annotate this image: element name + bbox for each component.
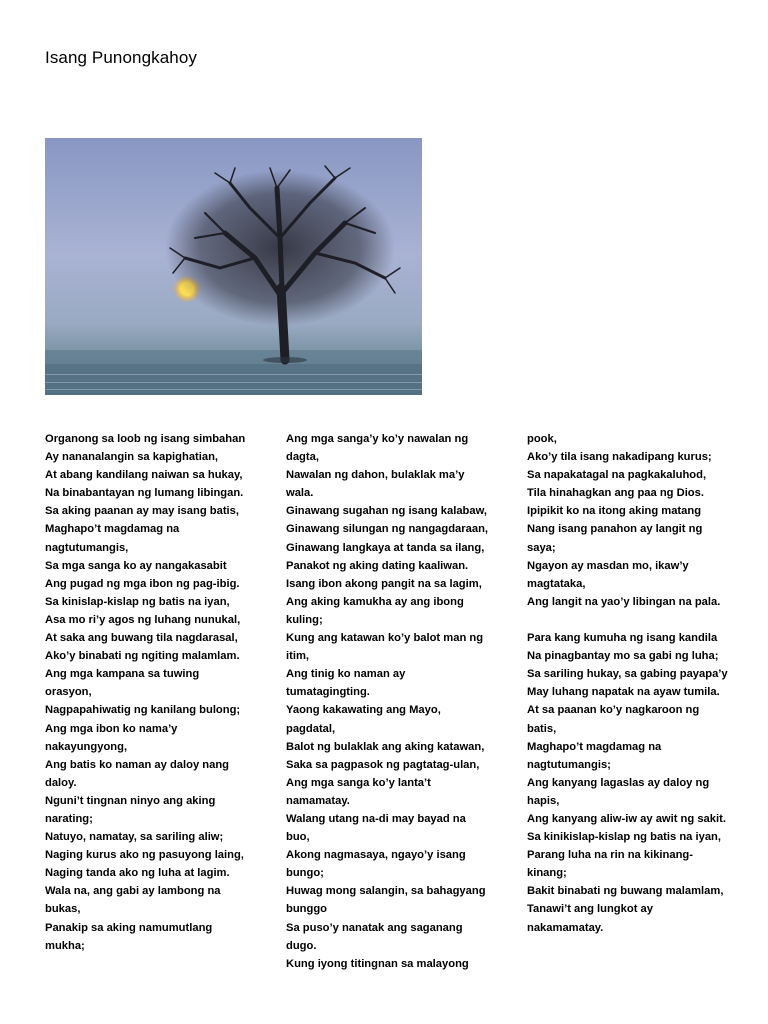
- poem-line: tumatagingting.: [286, 686, 370, 699]
- poem-line: nagtutumangis,: [45, 541, 129, 554]
- poem-line: Nguni’t tingnan ninyo ang aking: [45, 794, 216, 807]
- poem-line: Sa kinislap-kislap ng batis na iyan,: [45, 595, 230, 608]
- poem-line: pagdatal,: [286, 722, 336, 735]
- tree-photo: [45, 138, 422, 395]
- poem-line: nagtutumangis;: [527, 758, 611, 771]
- poem-line: Huwag mong salangin, sa bahagyang: [286, 885, 486, 898]
- poem-line: Tila hinahagkan ang paa ng Dios.: [527, 487, 704, 500]
- poem-column-2: [286, 430, 511, 973]
- poem-line: Panakot ng aking dating kaaliwan.: [286, 559, 469, 572]
- poem-line: dagta,: [286, 451, 319, 464]
- poem-line: May luhang napatak na ayaw tumila.: [527, 686, 720, 699]
- poem-line: Para kang kumuha ng isang kandila: [527, 632, 718, 645]
- poem-line: kuling;: [286, 613, 323, 626]
- poem-line: wala.: [286, 487, 314, 500]
- poem-line: Natuyo, namatay, sa sariling aliw;: [45, 831, 224, 844]
- poem-line: Ipipikit ko na itong aking matang: [527, 505, 702, 518]
- poem-line: hapis,: [527, 794, 560, 807]
- poem-line: Ang mga ibon ko nama’y: [45, 722, 178, 735]
- poem-line: Ang mga kampana sa tuwing: [45, 668, 200, 681]
- poem-line: [527, 611, 752, 629]
- poem-line: Parang luha na rin na kikinang-: [527, 849, 693, 862]
- poem-line: Ang aking kamukha ay ang ibong: [286, 595, 464, 608]
- poem-line: Naging kurus ako ng pasuyong laing,: [45, 849, 244, 862]
- poem-line: Wala na, ang gabi ay lambong na: [45, 885, 221, 898]
- poem-line: mukha;: [45, 939, 85, 952]
- poem-line: Naging tanda ako ng luha at lagim.: [45, 867, 230, 880]
- poem-line: Bakit binabati ng buwang malamlam,: [527, 885, 724, 898]
- poem-line: Ang langit na yao’y libingan na pala.: [527, 595, 721, 608]
- poem-line: Ang pugad ng mga ibon ng pag-ibig.: [45, 577, 240, 590]
- poem-line: pook,: [527, 433, 557, 445]
- poem-line: kinang;: [527, 867, 567, 880]
- poem-line: Ang mga sanga’y ko’y nawalan ng: [286, 433, 469, 445]
- poem-line: Maghapo’t magdamag na: [45, 523, 180, 536]
- poem-line: nakayungyong,: [45, 740, 128, 753]
- poem-line: Na binabantayan ng lumang libingan.: [45, 487, 244, 500]
- poem-column-3: [527, 430, 752, 937]
- poem-line: batis,: [527, 722, 557, 735]
- poem-line: Nawalan ng dahon, bulaklak ma’y: [286, 469, 465, 482]
- poem-line: Organong sa loob ng isang simbahan: [45, 433, 246, 445]
- poem-line: Ako’y tila isang nakadipang kurus;: [527, 451, 712, 464]
- poem-line: Na pinagbantay mo sa gabi ng luha;: [527, 650, 719, 663]
- page-title: Isang Punongkahoy: [45, 48, 197, 67]
- poem-line: Nang isang panahon ay langit ng: [527, 523, 703, 536]
- poem-line: narating;: [45, 812, 93, 825]
- poem-line: magtataka,: [527, 577, 586, 590]
- poem-line: Akong nagmasaya, ngayo’y isang: [286, 849, 466, 862]
- poem-line: Ang kanyang aliw-iw ay awit ng sakit.: [527, 812, 726, 825]
- poem-line: dugo.: [286, 939, 317, 952]
- poem-line: Saka sa pagpasok ng pagtatag-ulan,: [286, 758, 480, 771]
- poem-line: At sa paanan ko’y nagkaroon ng: [527, 704, 700, 717]
- poem-line: Ginawang langkaya at tanda sa ilang,: [286, 541, 485, 554]
- poem-line: namamatay.: [286, 794, 350, 807]
- poem-line: buo,: [286, 831, 310, 844]
- poem-line: Kung ang katawan ko’y balot man ng: [286, 632, 484, 645]
- poem-line: Balot ng bulaklak ang aking katawan,: [286, 740, 485, 753]
- poem-line: itim,: [286, 650, 309, 663]
- poem-line: saya;: [527, 541, 556, 554]
- poem-line: Sa kinikislap-kislap ng batis na iyan,: [527, 831, 721, 844]
- poem-line: Panakip sa aking namumutlang: [45, 921, 213, 934]
- poem-line: Nagpapahiwatig ng kanilang bulong;: [45, 704, 241, 717]
- poem-line: Ang mga sanga ko’y lanta’t: [286, 776, 431, 789]
- poem-column-1: [45, 430, 270, 955]
- poem-line: Ang batis ko naman ay daloy nang: [45, 758, 230, 771]
- poem-line: Sa napakatagal na pagkakaluhod,: [527, 469, 707, 482]
- poem-line: Ginawang sugahan ng isang kalabaw,: [286, 505, 488, 518]
- poem-line: Walang utang na-di may bayad na: [286, 812, 466, 825]
- poem-line: Ay nananalangin sa kapighatian,: [45, 451, 219, 464]
- poem-line: Sa aking paanan ay may isang batis,: [45, 505, 239, 518]
- poem-line: nakamamatay.: [527, 921, 604, 934]
- poem-line: At abang kandilang naiwan sa hukay,: [45, 469, 243, 482]
- tree-at-dusk-image: [45, 138, 422, 395]
- poem-line: bukas,: [45, 903, 81, 916]
- poem-line: Ako’y binabati ng ngiting malamlam.: [45, 650, 240, 663]
- poem-line: Ginawang silungan ng nangagdaraan,: [286, 523, 489, 536]
- poem-line: At saka ang buwang tila nagdarasal,: [45, 632, 238, 645]
- poem-line: daloy.: [45, 776, 77, 789]
- poem-line: bungo;: [286, 867, 324, 880]
- poem-line: Kung iyong titingnan sa malayong: [286, 957, 469, 970]
- poem-line: Maghapo’t magdamag na: [527, 740, 662, 753]
- poem-line: Asa mo ri’y agos ng luhang nunukal,: [45, 613, 241, 626]
- poem-line: Isang ibon akong pangit na sa lagim,: [286, 577, 482, 590]
- poem-line: Tanawi’t ang lungkot ay: [527, 903, 653, 916]
- poem-line: Yaong kakawating ang Mayo,: [286, 704, 441, 717]
- poem-line: Sa sariling hukay, sa gabing payapa’y: [527, 668, 728, 681]
- poem-line: Sa puso’y nanatak ang saganang: [286, 921, 463, 934]
- poem-line: Ngayon ay masdan mo, ikaw’y: [527, 559, 689, 572]
- poem-line: bunggo: [286, 903, 328, 916]
- poem-line: Ang kanyang lagaslas ay daloy ng: [527, 776, 710, 789]
- poem-line: orasyon,: [45, 686, 92, 699]
- poem-line: Ang tinig ko naman ay: [286, 668, 406, 681]
- poem-line: Sa mga sanga ko ay nangakasabit: [45, 559, 227, 572]
